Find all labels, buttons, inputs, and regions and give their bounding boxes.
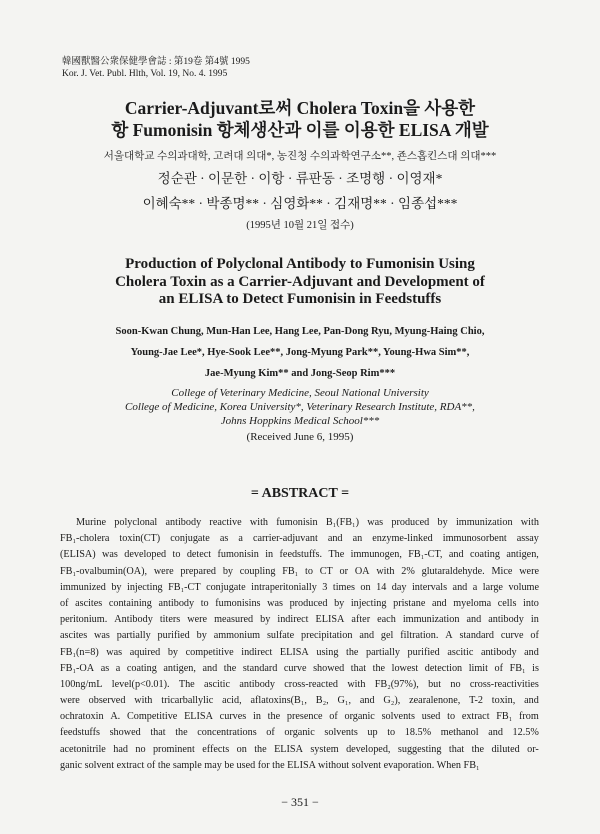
abstract-word: and bbox=[448, 549, 464, 561]
abstract-word: feedstuffs bbox=[60, 727, 100, 739]
abstract-word: cross-reacted bbox=[284, 678, 339, 690]
english-authors-line: Young-Jae Lee*, Hye-Sook Lee**, Jong-Myung Park**, Young-Hwa Sim**, bbox=[130, 347, 470, 358]
abstract-word: with bbox=[376, 565, 395, 577]
abstract-word: ELISA bbox=[315, 614, 345, 626]
abstract-word: curve bbox=[283, 662, 307, 674]
abstract-word: but bbox=[428, 678, 442, 690]
abstract-word: a bbox=[115, 662, 121, 674]
abstract-word: Mice bbox=[491, 565, 513, 577]
abstract-word: antibody bbox=[239, 678, 275, 690]
abstract-line bbox=[60, 645, 539, 661]
abstract-word: antigen, bbox=[506, 549, 539, 561]
english-affiliation-line: College of Veterinary Medicine, Seoul National University bbox=[171, 387, 429, 399]
abstract-word: fumonisin bbox=[276, 517, 318, 528]
abstract-word: titers bbox=[159, 614, 181, 626]
abstract-word: and bbox=[488, 727, 503, 739]
abstract-word: of bbox=[329, 711, 338, 723]
abstract-word: the bbox=[471, 743, 485, 755]
abstract-word: concentrations bbox=[197, 727, 257, 739]
abstract-word: of bbox=[266, 727, 275, 739]
abstract-word: FB₁ bbox=[282, 565, 299, 577]
abstract-word: the bbox=[223, 662, 237, 674]
abstract-word: on bbox=[360, 581, 371, 593]
abstract-word: volume bbox=[508, 581, 539, 593]
korean-authors-line: 정순관 · 이문한 · 이항 · 류판동 · 조명행 · 이영재* bbox=[157, 171, 443, 186]
abstract-word: as bbox=[100, 662, 110, 674]
abstract-word: in bbox=[253, 711, 261, 723]
journal-header bbox=[62, 56, 250, 80]
abstract-word: using bbox=[316, 646, 339, 658]
korean-title bbox=[0, 97, 600, 141]
abstract-word: ascitic bbox=[447, 646, 474, 658]
abstract-word: by bbox=[334, 597, 345, 609]
abstract-word: organic bbox=[344, 711, 375, 723]
abstract-word: by bbox=[437, 517, 448, 528]
abstract-text: ganic solvent extract of the sample may be used for the ELISA without solvent evaporation. When FB₁ bbox=[60, 759, 480, 771]
abstract-line bbox=[60, 725, 539, 741]
abstract-word: by bbox=[111, 581, 122, 593]
abstract-word: coating bbox=[469, 549, 500, 561]
abstract-word: injecting bbox=[350, 597, 387, 609]
abstract-word: carrier-adjuvant bbox=[252, 533, 318, 545]
abstract-word: conjugate bbox=[206, 581, 246, 593]
abstract-word: indirect bbox=[277, 614, 309, 626]
abstract-word: by bbox=[167, 646, 179, 658]
english-title-line: an ELISA to Detect Fumonisin in Feedstuffs bbox=[158, 291, 442, 307]
abstract-word: G₂), bbox=[383, 695, 401, 707]
abstract-word: fumonisins bbox=[215, 597, 261, 609]
abstract-word: pristane bbox=[393, 597, 426, 609]
abstract-word: CT bbox=[319, 565, 333, 577]
abstract-line bbox=[60, 709, 539, 725]
abstract-word: toxin, bbox=[491, 695, 516, 707]
abstract-word: or- bbox=[527, 743, 539, 755]
abstract-word: of bbox=[530, 630, 539, 642]
abstract-line bbox=[60, 612, 539, 628]
korean-authors-line: 이혜숙** · 박종명** · 심영화** · 김재명** · 임종섭*** bbox=[142, 196, 458, 211]
abstract-word: B₁(FB₁) bbox=[325, 517, 360, 528]
abstract-word: ascitic bbox=[204, 678, 231, 690]
abstract-heading: = ABSTRACT = bbox=[250, 486, 350, 501]
abstract-word: with bbox=[249, 517, 269, 528]
abstract-word: used bbox=[421, 711, 441, 723]
abstract-word: was bbox=[106, 646, 123, 658]
abstract-word: FB₁-ovalbumin(OA), bbox=[60, 565, 148, 577]
abstract-word: an bbox=[352, 533, 363, 545]
abstract-word: showed bbox=[313, 662, 345, 674]
abstract-word: FB₁-CT bbox=[168, 581, 201, 593]
abstract-line bbox=[60, 515, 539, 531]
abstract-word: by bbox=[260, 614, 271, 626]
abstract-word: injecting bbox=[127, 581, 163, 593]
abstract-word: enzyme-linked bbox=[372, 533, 433, 545]
english-authors-line: Soon-Kwan Chung, Mun-Han Lee, Hang Lee, Pan-Dong Ryu, Myung-Haing Chio, bbox=[115, 326, 485, 337]
abstract-word: was bbox=[102, 549, 118, 561]
abstract-line bbox=[60, 596, 539, 612]
abstract-word: Antibody bbox=[114, 614, 153, 626]
english-title-line: Cholera Toxin as a Carrier-Adjuvant and Development of bbox=[115, 273, 485, 290]
abstract-word: myeloma bbox=[453, 597, 492, 609]
abstract-word: level(p<0.01). bbox=[111, 678, 170, 690]
abstract-word: and bbox=[359, 630, 375, 642]
abstract-word: FB₁ bbox=[496, 711, 513, 723]
abstract-word: FB₁-OA bbox=[60, 662, 95, 674]
abstract-word: was bbox=[267, 597, 283, 609]
abstract-word: conjugate bbox=[170, 533, 210, 545]
abstract-line bbox=[60, 677, 539, 693]
abstract-word: was bbox=[367, 517, 384, 528]
abstract-word: were bbox=[60, 695, 80, 707]
journal-name-korean: 韓國獸醫公衆保健學會誌 : 第19卷 第4號 1995 bbox=[62, 57, 250, 67]
abstract-word: partially bbox=[116, 630, 151, 642]
abstract-word: antigen, bbox=[163, 662, 196, 674]
abstract-word: acetonitrile bbox=[60, 743, 106, 755]
english-title bbox=[0, 256, 600, 309]
abstract-word: gel bbox=[380, 630, 394, 642]
abstract-word: filtration. bbox=[400, 630, 439, 642]
abstract-word: FB₁-cholera bbox=[60, 533, 110, 545]
abstract-word: 100ng/mL bbox=[60, 678, 103, 690]
abstract-word: and bbox=[202, 662, 218, 674]
abstract-word: Murine bbox=[76, 517, 106, 528]
abstract-word: in bbox=[265, 549, 274, 561]
english-title-line: Production of Polyclonal Antibody to Fumonisin Using bbox=[125, 256, 475, 272]
korean-received-date: (1995년 10월 21일 접수) bbox=[246, 220, 354, 231]
abstract-word: presence bbox=[286, 711, 323, 723]
abstract-word: standard bbox=[459, 630, 495, 642]
abstract-word: curves bbox=[219, 711, 247, 723]
abstract-word: the bbox=[372, 662, 386, 674]
abstract-word: zearalenone, bbox=[409, 695, 461, 707]
abstract-word: had bbox=[113, 743, 128, 755]
abstract-word: coating bbox=[126, 662, 157, 674]
abstract-line bbox=[60, 580, 539, 596]
abstract-word: were bbox=[153, 565, 174, 577]
abstract-word: coupling bbox=[239, 565, 276, 577]
abstract-word: ochratoxin bbox=[60, 711, 104, 723]
abstract-word: ascites bbox=[75, 597, 103, 609]
abstract-word: FB₂(97%), bbox=[374, 678, 419, 690]
abstract-word: and bbox=[452, 581, 468, 593]
abstract-word: limit bbox=[468, 662, 488, 674]
abstract-word: sulfate bbox=[266, 630, 295, 642]
abstract-word: immunization bbox=[402, 614, 460, 626]
abstract-word: ammonium bbox=[213, 630, 261, 642]
abstract-word: prepared bbox=[180, 565, 217, 577]
abstract-word: precipitation bbox=[300, 630, 353, 642]
abstract-word: purified bbox=[407, 646, 440, 658]
abstract-word: immunized bbox=[60, 581, 106, 593]
abstract-word: effects bbox=[202, 743, 230, 755]
abstract-word: purified bbox=[157, 630, 190, 642]
korean-affiliations: 서울대학교 수의과대학, 고려대 의대*, 농진청 수의과학연구소**, 죤스홉킨스대 의대*** bbox=[103, 151, 497, 162]
abstract-word: and bbox=[431, 597, 447, 609]
abstract-word: with bbox=[134, 695, 153, 707]
abstract-word: in bbox=[530, 614, 539, 626]
abstract-word: to bbox=[305, 565, 313, 577]
abstract-word: was bbox=[94, 630, 110, 642]
abstract-word: the bbox=[346, 646, 359, 658]
abstract-word: and bbox=[524, 646, 539, 658]
abstract-word: lowest bbox=[391, 662, 419, 674]
abstract-word: antibody bbox=[480, 646, 517, 658]
english-affiliations bbox=[0, 386, 600, 428]
page-number: − 351 − bbox=[281, 795, 319, 809]
abstract-word: immunogen, bbox=[350, 549, 402, 561]
abstract-word: fumonisin bbox=[217, 549, 259, 561]
abstract-word: antibody bbox=[165, 517, 202, 528]
abstract-word: of bbox=[494, 662, 504, 674]
abstract-word: A bbox=[445, 630, 453, 642]
abstract-word: organic bbox=[284, 727, 315, 739]
abstract-word: reactive bbox=[209, 517, 242, 528]
abstract-word: by bbox=[222, 565, 233, 577]
abstract-word: 3 bbox=[322, 581, 328, 593]
abstract-body bbox=[60, 515, 539, 774]
abstract-word: tricarballylic bbox=[161, 695, 214, 707]
abstract-word: FB₁-CT, bbox=[408, 549, 443, 561]
abstract-word: from bbox=[519, 711, 539, 723]
abstract-word: toxin(CT) bbox=[119, 533, 161, 545]
abstract-word: that bbox=[448, 743, 465, 755]
abstract-word: 18.5% bbox=[404, 727, 432, 739]
abstract-word: and bbox=[359, 695, 375, 707]
abstract-word: no bbox=[135, 743, 146, 755]
abstract-word: diluted bbox=[491, 743, 520, 755]
abstract-word: containing bbox=[108, 597, 152, 609]
abstract-word: showed bbox=[109, 727, 141, 739]
abstract-word: (ELISA) bbox=[60, 549, 96, 561]
english-affiliation-line: College of Medicine, Korea University*, Veterinary Research Institute, RDA**, bbox=[125, 401, 475, 413]
abstract-word: to bbox=[447, 711, 456, 723]
abstract-word: the bbox=[267, 711, 281, 723]
abstract-word: the bbox=[254, 743, 267, 755]
abstract-word: by bbox=[196, 630, 207, 642]
abstract-word: and bbox=[327, 533, 343, 545]
abstract-word: into bbox=[523, 597, 539, 609]
abstract-word: Competitive bbox=[126, 711, 178, 723]
english-authors-line: Jae-Myung Kim** and Jong-Seop Rim*** bbox=[204, 368, 396, 379]
abstract-word: observed bbox=[88, 695, 126, 707]
abstract-word: The bbox=[178, 678, 195, 690]
abstract-word: a bbox=[238, 533, 243, 545]
abstract-word: The bbox=[328, 549, 345, 561]
abstract-word: cross-reactivities bbox=[469, 678, 539, 690]
abstract-word: were bbox=[519, 565, 539, 577]
abstract-word: A. bbox=[110, 711, 121, 723]
abstract-word: antibody bbox=[488, 614, 524, 626]
abstract-word: 14 bbox=[376, 581, 387, 593]
abstract-word: to bbox=[387, 727, 396, 739]
abstract-line bbox=[60, 531, 539, 547]
abstract-word: solvents bbox=[381, 711, 415, 723]
abstract-word: ELISA bbox=[274, 743, 303, 755]
abstract-word: feedstuffs. bbox=[279, 549, 323, 561]
abstract-word: the bbox=[175, 727, 188, 739]
abstract-line bbox=[60, 758, 539, 774]
abstract-word: developed bbox=[124, 549, 167, 561]
english-authors bbox=[0, 321, 600, 384]
abstract-word: assay bbox=[516, 533, 539, 545]
abstract-word: intraperitonially bbox=[251, 581, 317, 593]
abstract-word: detection bbox=[424, 662, 463, 674]
abstract-word: measured bbox=[214, 614, 254, 626]
abstract-word: prominent bbox=[152, 743, 195, 755]
abstract-word: peritonium. bbox=[60, 614, 108, 626]
abstract-word: up bbox=[367, 727, 378, 739]
abstract-word: aquired bbox=[129, 646, 161, 658]
abstract-line bbox=[60, 693, 539, 709]
abstract-word: is bbox=[532, 662, 539, 674]
abstract-word: detect bbox=[186, 549, 212, 561]
abstract-word: ELISA bbox=[279, 646, 309, 658]
abstract-word: that bbox=[350, 662, 367, 674]
abstract-word: curve bbox=[500, 630, 524, 642]
abstract-word: on bbox=[236, 743, 247, 755]
abstract-word: with bbox=[347, 678, 366, 690]
abstract-line bbox=[60, 742, 539, 758]
abstract-word: extract bbox=[461, 711, 490, 723]
abstract-word: no bbox=[450, 678, 461, 690]
abstract-word: intervals bbox=[411, 581, 448, 593]
english-affiliation-line: Johns Hoppkins Medical School*** bbox=[220, 415, 380, 427]
abstract-line bbox=[60, 661, 539, 677]
abstract-word: glutaraldehyde. bbox=[421, 565, 485, 577]
abstract-word: G₁, bbox=[337, 695, 352, 707]
abstract-word: immunization bbox=[455, 517, 513, 528]
abstract-line bbox=[60, 628, 539, 644]
abstract-word: partially bbox=[366, 646, 400, 658]
abstract-word: to bbox=[172, 549, 181, 561]
korean-title-line: Carrier-Adjuvant로써 Cholera Toxin을 사용한 bbox=[124, 98, 476, 118]
abstract-word: developed, bbox=[346, 743, 391, 755]
abstract-word: after bbox=[351, 614, 371, 626]
abstract-word: ELISA bbox=[184, 711, 213, 723]
abstract-word: OA bbox=[354, 565, 370, 577]
abstract-word: competitive bbox=[185, 646, 234, 658]
abstract-word: indirect bbox=[241, 646, 273, 658]
abstract-word: that bbox=[150, 727, 166, 739]
journal-name-english: Kor. J. Vet. Publ. Hlth, Vol. 19, No. 4. 1995 bbox=[62, 69, 228, 79]
abstract-word: methanol bbox=[440, 727, 479, 739]
abstract-word: 12.5% bbox=[512, 727, 539, 739]
abstract-word: with bbox=[520, 517, 539, 528]
abstract-word: a bbox=[472, 581, 478, 593]
abstract-word: aflatoxins(B₁, bbox=[250, 695, 307, 707]
abstract-word: to bbox=[200, 597, 209, 609]
abstract-word: day bbox=[391, 581, 407, 593]
abstract-line bbox=[60, 547, 539, 563]
korean-title-line: 항 Fumonisin 항체생산과 이를 이용한 ELISA 개발 bbox=[111, 120, 489, 140]
abstract-word: were bbox=[187, 614, 208, 626]
abstract-word: or bbox=[339, 565, 349, 577]
english-received-date: (Received June 6, 1995) bbox=[246, 431, 354, 443]
abstract-word: each bbox=[377, 614, 396, 626]
abstract-word: B₂, bbox=[315, 695, 329, 707]
abstract-line bbox=[60, 564, 539, 580]
abstract-word: antibody bbox=[158, 597, 195, 609]
abstract-word: as bbox=[219, 533, 229, 545]
abstract-word: 2% bbox=[401, 565, 415, 577]
abstract-word: cells bbox=[497, 597, 517, 609]
abstract-word: large bbox=[482, 581, 503, 593]
abstract-word: solvents bbox=[324, 727, 358, 739]
abstract-word: produced bbox=[391, 517, 430, 528]
abstract-word: polyclonal bbox=[114, 517, 158, 528]
abstract-word: times bbox=[332, 581, 355, 593]
abstract-word: immunosorbent bbox=[442, 533, 507, 545]
abstract-word: standard bbox=[242, 662, 278, 674]
abstract-word: of bbox=[60, 597, 69, 609]
abstract-word: ascites bbox=[60, 630, 88, 642]
abstract-word: suggesting bbox=[397, 743, 442, 755]
abstract-word: FB₁ bbox=[509, 662, 526, 674]
abstract-word: acid, bbox=[222, 695, 242, 707]
abstract-word: T-2 bbox=[469, 695, 483, 707]
abstract-word: and bbox=[524, 695, 539, 707]
abstract-word: FB₁(n=8) bbox=[60, 646, 99, 658]
abstract-word: system bbox=[310, 743, 339, 755]
abstract-word: produced bbox=[289, 597, 328, 609]
abstract-word: and bbox=[466, 614, 482, 626]
